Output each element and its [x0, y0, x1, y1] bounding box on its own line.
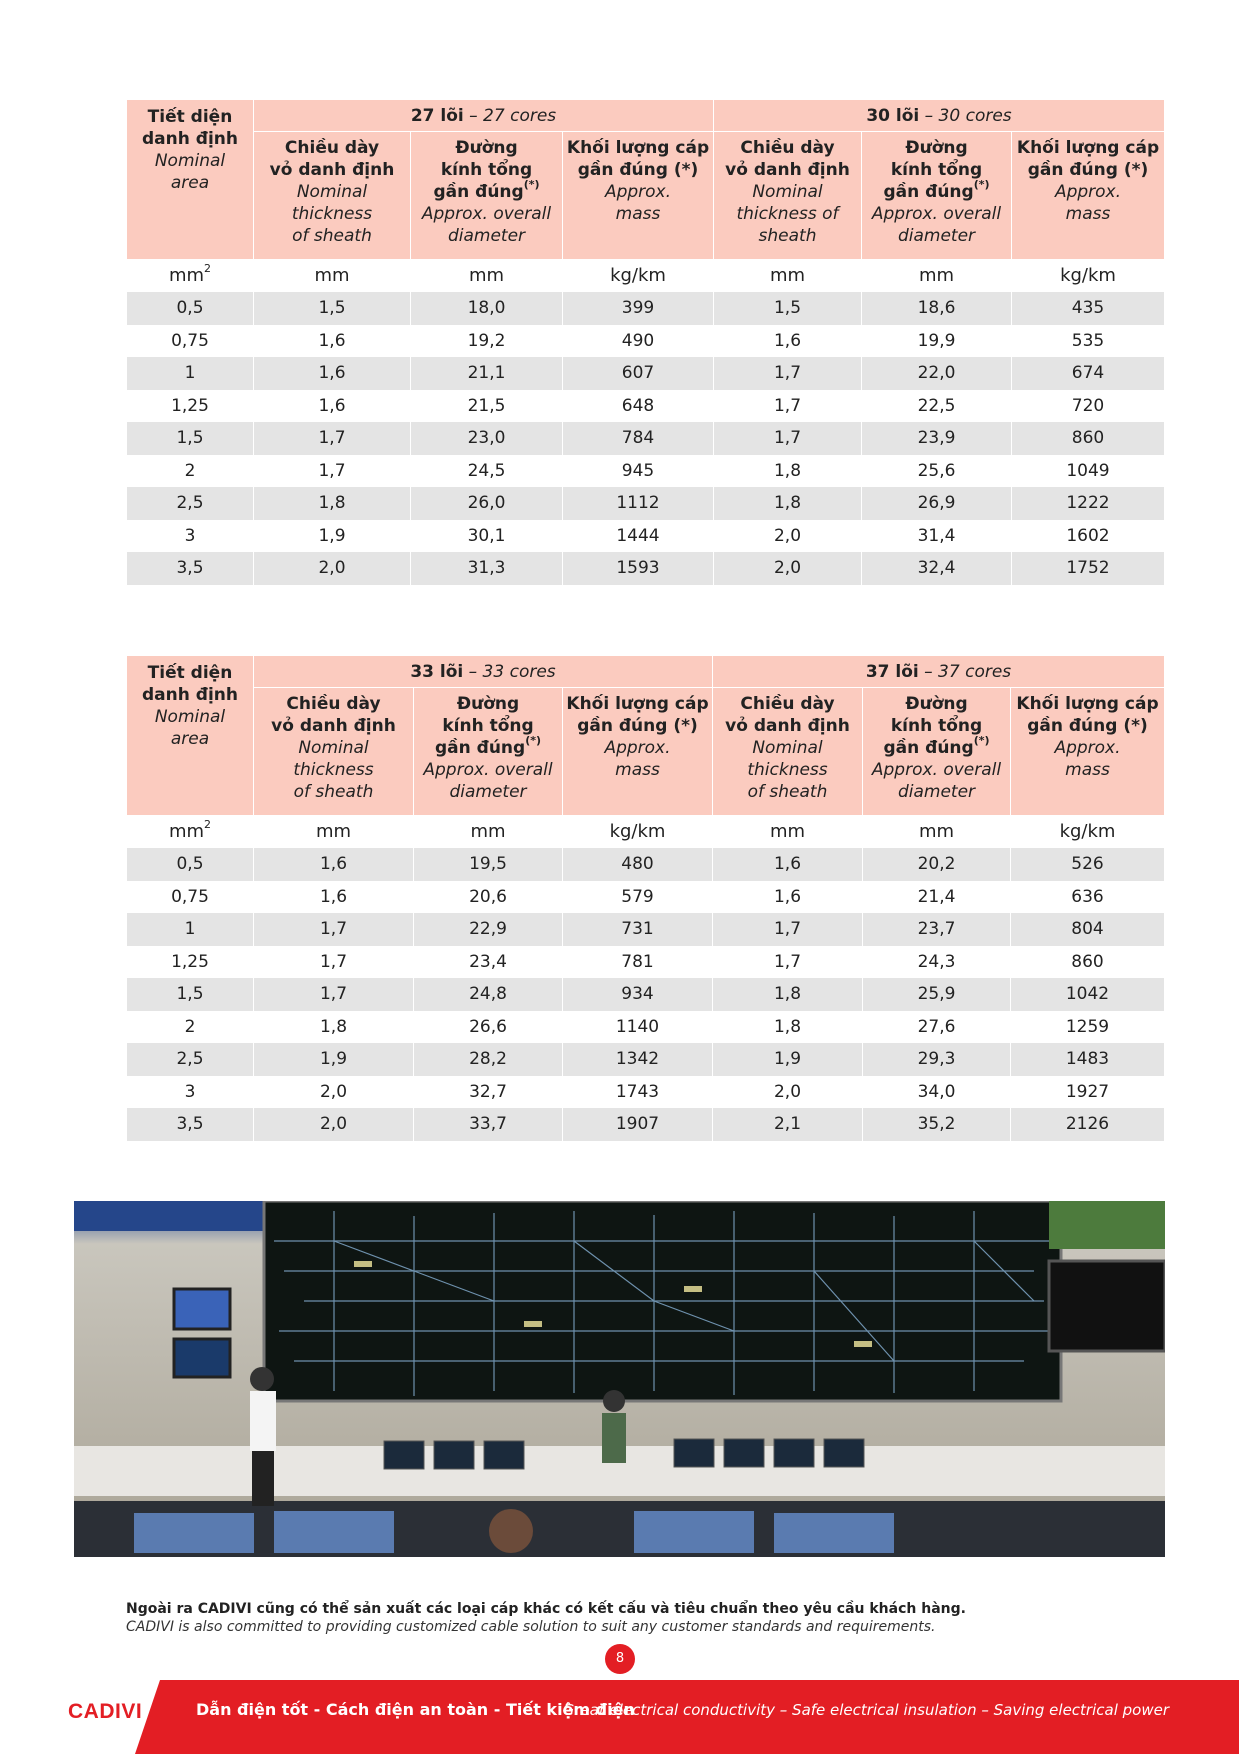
- table-cell: 535: [1012, 325, 1165, 358]
- table-cell: 636: [1011, 881, 1165, 914]
- header-approx-mass: Khối lượng cáp gần đúng (*) Approx. mass: [1011, 688, 1165, 816]
- table-cell: 1049: [1012, 455, 1165, 488]
- unit-mm: mm: [254, 259, 411, 292]
- table-cell: 22,0: [862, 357, 1012, 390]
- table-cell: 1,9: [254, 1043, 414, 1076]
- table-cell: 1222: [1012, 487, 1165, 520]
- table-cell: 1,25: [127, 390, 254, 423]
- page-number: 8: [605, 1644, 635, 1674]
- table-row: [127, 552, 1165, 585]
- units-row: [127, 815, 1165, 848]
- table-cell: 784: [563, 422, 714, 455]
- table-cell: 1,8: [713, 978, 863, 1011]
- table-cell: 2,1: [713, 1108, 863, 1141]
- table-cell: 1112: [563, 487, 714, 520]
- table-cell: 3,5: [127, 1108, 254, 1141]
- table-cell: 1,5: [127, 978, 254, 1011]
- table-cell: 399: [563, 292, 714, 325]
- table-row: [127, 487, 1165, 520]
- table-cell: 2,5: [127, 1043, 254, 1076]
- table-cell: 1,6: [254, 357, 411, 390]
- table-cell: 25,6: [862, 455, 1012, 488]
- header-overall-diameter: Đường kính tổng gần đúng(*) Approx. overall diameter: [862, 132, 1012, 260]
- unit-area: $mm^2$: [127, 815, 254, 848]
- units-row: [127, 259, 1165, 292]
- table-row: [127, 848, 1165, 881]
- table-cell: 0,5: [127, 292, 254, 325]
- table-row: [127, 390, 1165, 423]
- header-sheath-thickness: Chiều dày vỏ danh định Nominal thickness of sheath: [254, 132, 411, 260]
- header-approx-mass: Khối lượng cáp gần đúng (*) Approx. mass: [563, 688, 713, 816]
- table-cell: 1,9: [254, 520, 411, 553]
- unit-mm: mm: [713, 815, 863, 848]
- table-cell: 435: [1012, 292, 1165, 325]
- table-row: [127, 422, 1165, 455]
- table-cell: 945: [563, 455, 714, 488]
- table-cell: 1,7: [254, 422, 411, 455]
- table-cell: 934: [563, 978, 713, 1011]
- table-cell: 2: [127, 455, 254, 488]
- table-cell: 26,0: [411, 487, 563, 520]
- footer-note: [126, 1600, 966, 1636]
- table-cell: 21,4: [863, 881, 1011, 914]
- slogan-vi: Dẫn điện tốt - Cách điện an toàn - Tiết kiệm điện: [196, 1700, 635, 1719]
- table-cell: 2,5: [127, 487, 254, 520]
- table-row: [127, 881, 1165, 914]
- table-cell: 21,1: [411, 357, 563, 390]
- table-cell: 1,8: [714, 455, 862, 488]
- table-row: [127, 1076, 1165, 1109]
- table-cell: 1602: [1012, 520, 1165, 553]
- control-room-photo: [74, 1201, 1165, 1557]
- table-cell: 1,7: [714, 422, 862, 455]
- header-approx-mass: Khối lượng cáp gần đúng (*) Approx. mass: [1012, 132, 1165, 260]
- table-cell: 1,7: [713, 946, 863, 979]
- table-cell: 1042: [1011, 978, 1165, 1011]
- table-cell: 29,3: [863, 1043, 1011, 1076]
- table-cell: 24,3: [863, 946, 1011, 979]
- table-cell: 2: [127, 1011, 254, 1044]
- table-cell: 34,0: [863, 1076, 1011, 1109]
- table-cell: 1,25: [127, 946, 254, 979]
- table-cell: 20,2: [863, 848, 1011, 881]
- unit-mass: kg/km: [1011, 815, 1165, 848]
- table-cell: 1: [127, 913, 254, 946]
- table-cell: 1927: [1011, 1076, 1165, 1109]
- table-cell: 3,5: [127, 552, 254, 585]
- header-overall-diameter: Đường kính tổng gần đúng(*) Approx. overall diameter: [414, 688, 563, 816]
- unit-mm: mm: [411, 259, 563, 292]
- table-cell: 1,6: [254, 848, 414, 881]
- table-row: [127, 1011, 1165, 1044]
- table-cell: 22,9: [414, 913, 563, 946]
- table-cell: 35,2: [863, 1108, 1011, 1141]
- group-header-30-cores: 30 lõi – 30 cores: [714, 100, 1165, 132]
- table-cell: 1483: [1011, 1043, 1165, 1076]
- header-sheath-thickness: Chiều dày vỏ danh định Nominal thickness of sheath: [254, 688, 414, 816]
- table-row: [127, 455, 1165, 488]
- table-cell: 2,0: [254, 1076, 414, 1109]
- table-cell: 25,9: [863, 978, 1011, 1011]
- table-cell: 1,6: [254, 390, 411, 423]
- table-cell: 24,8: [414, 978, 563, 1011]
- table-cell: 2,0: [254, 552, 411, 585]
- unit-mass: kg/km: [563, 259, 714, 292]
- table-cell: 0,5: [127, 848, 254, 881]
- unit-mm: mm: [414, 815, 563, 848]
- table-cell: 1,5: [714, 292, 862, 325]
- table-cell: 32,7: [414, 1076, 563, 1109]
- table-cell: 1,6: [713, 848, 863, 881]
- table-cell: 1140: [563, 1011, 713, 1044]
- unit-mass: kg/km: [1012, 259, 1165, 292]
- table-cell: 607: [563, 357, 714, 390]
- table-cell: 1,7: [254, 978, 414, 1011]
- table-cell: 19,9: [862, 325, 1012, 358]
- table-cell: 2126: [1011, 1108, 1165, 1141]
- header-overall-diameter: Đường kính tổng gần đúng(*) Approx. overall diameter: [863, 688, 1011, 816]
- table-cell: 31,3: [411, 552, 563, 585]
- table-cell: 0,75: [127, 881, 254, 914]
- table-cell: 860: [1012, 422, 1165, 455]
- table-cell: 1,7: [254, 913, 414, 946]
- table-cell: 2,0: [254, 1108, 414, 1141]
- table-cell: 20,6: [414, 881, 563, 914]
- unit-mm: mm: [254, 815, 414, 848]
- table-cell: 1,6: [254, 325, 411, 358]
- table-cell: 1743: [563, 1076, 713, 1109]
- table-cell: 1,8: [714, 487, 862, 520]
- table-cell: 3: [127, 520, 254, 553]
- table-cell: 490: [563, 325, 714, 358]
- table-cell: 1593: [563, 552, 714, 585]
- unit-mm: mm: [862, 259, 1012, 292]
- table-cell: 3: [127, 1076, 254, 1109]
- header-overall-diameter: Đường kính tổng gần đúng(*) Approx. overall diameter: [411, 132, 563, 260]
- table-cell: 19,5: [414, 848, 563, 881]
- table-row: [127, 1108, 1165, 1141]
- table-cell: 26,6: [414, 1011, 563, 1044]
- table-cell: 19,2: [411, 325, 563, 358]
- table-row: [127, 978, 1165, 1011]
- table-cell: 1,8: [713, 1011, 863, 1044]
- control-room-illustration: [74, 1201, 1165, 1557]
- table-cell: 1,5: [254, 292, 411, 325]
- table-cell: 1,8: [254, 487, 411, 520]
- table-cell: 1,6: [714, 325, 862, 358]
- table-cell: 27,6: [863, 1011, 1011, 1044]
- header-sheath-thickness: Chiều dày vỏ danh định Nominal thickness of sheath: [714, 132, 862, 260]
- table-cell: 1,7: [254, 946, 414, 979]
- table-cell: 1,7: [714, 390, 862, 423]
- table-cell: 23,9: [862, 422, 1012, 455]
- table-cell: 2,0: [713, 1076, 863, 1109]
- table-cell: 1,7: [254, 455, 411, 488]
- header-sheath-thickness: Chiều dày vỏ danh định Nominal thickness of sheath: [713, 688, 863, 816]
- table-cell: 1,6: [713, 881, 863, 914]
- unit-mass: kg/km: [563, 815, 713, 848]
- table-cell: 1752: [1012, 552, 1165, 585]
- table-cell: 23,0: [411, 422, 563, 455]
- table-cell: 2,0: [714, 520, 862, 553]
- table-cell: 1,7: [714, 357, 862, 390]
- group-header-27-cores: 27 lõi – 27 cores: [254, 100, 714, 132]
- table-cell: 23,7: [863, 913, 1011, 946]
- table-row: [127, 1043, 1165, 1076]
- table-cell: 28,2: [414, 1043, 563, 1076]
- table-cell: 480: [563, 848, 713, 881]
- header-nominal-area: Tiết diện danh định Nominal area: [127, 656, 254, 815]
- table-cell: 31,4: [862, 520, 1012, 553]
- table-cell: 648: [563, 390, 714, 423]
- table-cell: 1,8: [254, 1011, 414, 1044]
- table-cell: 24,5: [411, 455, 563, 488]
- table-cell: 781: [563, 946, 713, 979]
- table-cell: 1,6: [254, 881, 414, 914]
- table-cell: 731: [563, 913, 713, 946]
- table-cell: 32,4: [862, 552, 1012, 585]
- group-header-33-cores: 33 lõi – 33 cores: [254, 656, 713, 688]
- table-cell: 18,0: [411, 292, 563, 325]
- table-cell: 22,5: [862, 390, 1012, 423]
- table-cell: 18,6: [862, 292, 1012, 325]
- table-cell: 1,9: [713, 1043, 863, 1076]
- cadivi-logo: CADIVI: [68, 1700, 143, 1723]
- table-cell: 579: [563, 881, 713, 914]
- group-header-37-cores: 37 lõi – 37 cores: [713, 656, 1165, 688]
- table-cell: 1444: [563, 520, 714, 553]
- table-cell: 30,1: [411, 520, 563, 553]
- table-cell: 2,0: [714, 552, 862, 585]
- table-cell: 26,9: [862, 487, 1012, 520]
- table-row: [127, 520, 1165, 553]
- table-cell: 860: [1011, 946, 1165, 979]
- table-cell: 0,75: [127, 325, 254, 358]
- cable-spec-table-33-37: [126, 656, 1165, 1141]
- table-cell: 674: [1012, 357, 1165, 390]
- table-cell: 1259: [1011, 1011, 1165, 1044]
- table-cell: 21,5: [411, 390, 563, 423]
- table-cell: 1907: [563, 1108, 713, 1141]
- header-nominal-area: Tiết diện danh định Nominal area: [127, 100, 254, 259]
- table-cell: 33,7: [414, 1108, 563, 1141]
- table-row: [127, 325, 1165, 358]
- table-cell: 1,7: [713, 913, 863, 946]
- slogan-en: Great electrical conductivity – Safe electrical insulation – Saving electrical power: [562, 1701, 1169, 1719]
- header-approx-mass: Khối lượng cáp gần đúng (*) Approx. mass: [563, 132, 714, 260]
- note-vi: Ngoài ra CADIVI cũng có thể sản xuất các loại cáp khác có kết cấu và tiêu chuẩn theo yêu cầu khách hàng.: [126, 1601, 966, 1617]
- table-cell: 720: [1012, 390, 1165, 423]
- note-en: CADIVI is also committed to providing customized cable solution to suit any customer standards and requirements.: [126, 1619, 936, 1635]
- table-cell: 1342: [563, 1043, 713, 1076]
- table-row: [127, 946, 1165, 979]
- unit-mm: mm: [714, 259, 862, 292]
- table-cell: 526: [1011, 848, 1165, 881]
- unit-area: $mm^2$: [127, 259, 254, 292]
- cable-spec-table-27-30: [126, 100, 1165, 585]
- table-cell: 1,5: [127, 422, 254, 455]
- table-row: [127, 913, 1165, 946]
- table-row: [127, 292, 1165, 325]
- table-cell: 23,4: [414, 946, 563, 979]
- unit-mm: mm: [863, 815, 1011, 848]
- table-row: [127, 357, 1165, 390]
- table-cell: 804: [1011, 913, 1165, 946]
- table-cell: 1: [127, 357, 254, 390]
